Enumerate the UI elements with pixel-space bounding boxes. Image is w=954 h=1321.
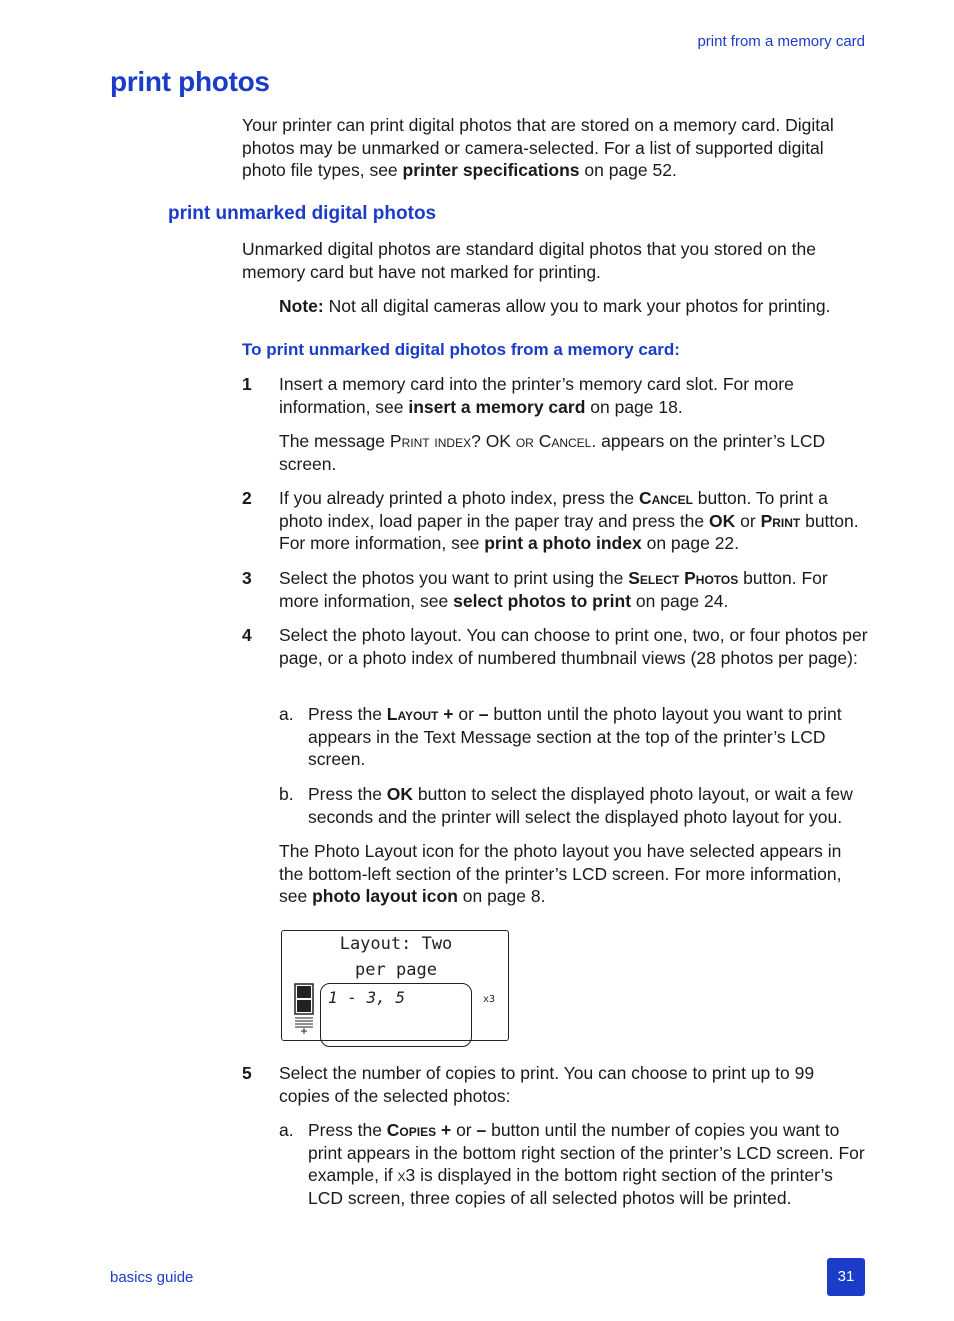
step-4-after-text: The Photo Layout icon for the photo layout you have selected appears in the bottom-left section of the printer’s LCD screen. For more information, see photo layout icon on page 8. xyxy=(279,841,842,906)
step-2-text: If you already printed a photo index, press the Cancel button. To print a photo index, load paper in the paper tray and press the OK or Print button. For more information, see print a photo index on page 22. xyxy=(279,488,859,553)
substep-label: a. xyxy=(279,704,294,724)
page-title: print photos xyxy=(110,66,270,97)
lcd-photo-range: 1 - 3, 5 xyxy=(328,988,406,1007)
step-4-text: Select the photo layout. You can choose to print one, two, or four photos per page, or a photo index of numbered thumbnail views (28 photos per page): xyxy=(279,625,868,668)
step-number: 4 xyxy=(242,625,252,645)
intro-paragraph: Your printer can print digital photos that are stored on a memory card. Digital photos may be unmarked or camera-selected. For a list of supported digital photo file types, see printer specifications on page 52. xyxy=(242,115,834,180)
step-number: 3 xyxy=(242,568,252,588)
footer-guide-name: basics guide xyxy=(110,1269,194,1286)
photo-layout-icon xyxy=(294,983,314,1035)
substep-label: b. xyxy=(279,784,294,804)
subsection-title: print unmarked digital photos xyxy=(168,203,437,224)
procedure-title: To print unmarked digital photos from a memory card: xyxy=(242,340,680,359)
step-4b-text: Press the OK button to select the displayed photo layout, or wait a few seconds and the printer will select the displayed photo layout for you. xyxy=(308,784,853,827)
lcd-message: Print index? OK or Cancel. xyxy=(389,431,597,451)
lcd-line-2: per page xyxy=(355,960,437,980)
running-head: print from a memory card xyxy=(697,33,865,50)
lcd-screen-illustration xyxy=(281,930,509,1041)
step-4a-text: Press the Layout + or – button until the photo layout you want to print appears in the Text Message section at the top of the printer’s LCD screen. xyxy=(308,704,842,769)
step-5a-text: Press the Copies + or – button until the number of copies you want to print appears in the bottom right section of the printer’s LCD screen. For example, if x3 is displayed in the bottom right section of the printer’s LCD screen, three copies of all selected photos will be printed. xyxy=(308,1120,865,1208)
subsection-body: Unmarked digital photos are standard digital photos that you stored on the memory card but have not marked for printing. xyxy=(242,239,816,282)
step-1-message: The message Print index? OK or Cancel. appears on the printer’s LCD screen. xyxy=(279,431,826,474)
printer-specifications-link: printer specifications xyxy=(402,160,580,180)
step-number: 1 xyxy=(242,374,252,394)
lcd-copies: x3 xyxy=(483,994,496,1005)
lcd-line-1: Layout: Two xyxy=(339,934,453,954)
note-label: Note: xyxy=(279,296,324,316)
step-number: 5 xyxy=(242,1063,252,1083)
step-3-text: Select the photos you want to print using the Select Photos button. For more information, see select photos to print on page 24. xyxy=(279,568,828,611)
step-number: 2 xyxy=(242,488,252,508)
step-1-text: Insert a memory card into the printer’s memory card slot. For more information, see insert a memory card on page 18. xyxy=(279,374,794,417)
note: Note: Not all digital cameras allow you to mark your photos for printing. xyxy=(279,296,831,316)
page-number-badge: 31 xyxy=(827,1258,865,1296)
substep-label: a. xyxy=(279,1120,294,1140)
step-5-text: Select the number of copies to print. You can choose to print up to 99 copies of the selected photos: xyxy=(279,1063,815,1106)
